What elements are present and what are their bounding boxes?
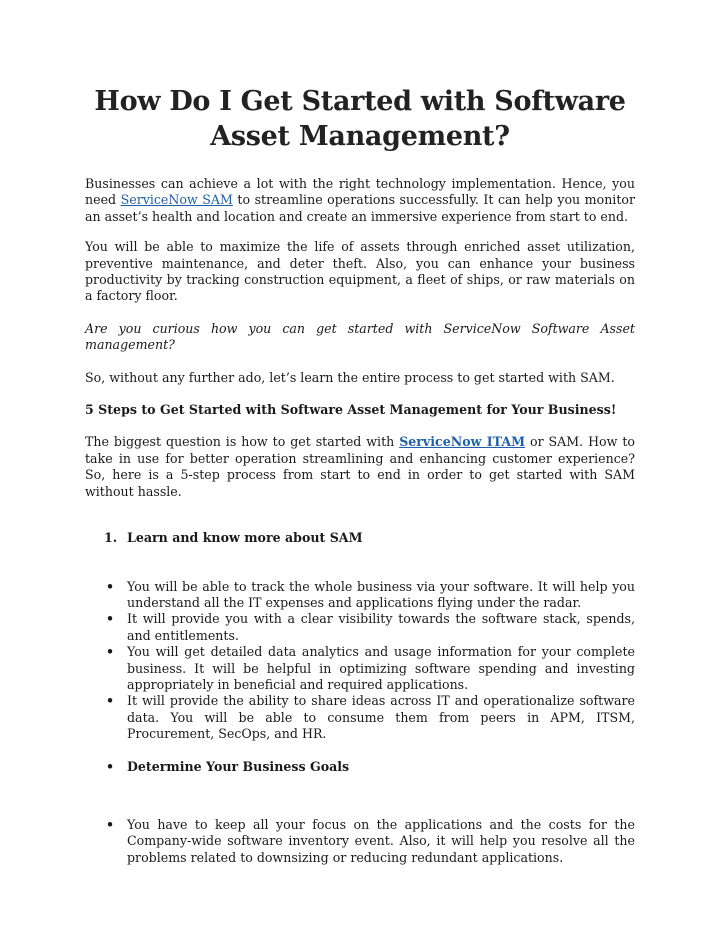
document-page (85, 84, 635, 866)
list-item (85, 579, 635, 612)
bullet-icon: • (106, 644, 115, 660)
steps-intro-paragraph (85, 434, 635, 500)
step-label: Determine Your Business Goals (127, 758, 350, 774)
step2-heading-list (85, 759, 635, 775)
intro-text-end: to streamline operations successfully. It can help you monitor an asset’s health and location and create an immersive experience from start to end. (85, 192, 635, 224)
numbered-list (85, 530, 635, 546)
bullet-text: You will get detailed data analytics and usage information for your complete business. It will be helpful in optimizing software spending and investing appropriately in beneficial and required applications. (127, 644, 635, 692)
bullet-text: It will provide you with a clear visibility towards the software stack, spends, and entitlements. (127, 611, 635, 643)
intro-paragraph (85, 176, 635, 225)
bullet-icon: • (106, 693, 115, 709)
steps-intro-text-end: or SAM. How to take in use for better operation streamlining and enhancing customer experience? So, here is a 5-step process from start to end in order to get started with SAM without hassle. (85, 434, 635, 499)
servicenow-sam-link[interactable]: ServiceNow SAM (120, 192, 233, 208)
list-item (85, 644, 635, 693)
step2-bullet-list (85, 817, 635, 866)
step-label: Learn and know more about SAM (127, 530, 363, 546)
list-number: 1. (104, 530, 118, 546)
steps-intro-text-start: The biggest question is how to get started with (85, 434, 400, 450)
list-item (85, 817, 635, 866)
bullet-icon: • (106, 816, 115, 832)
assets-paragraph: You will be able to maximize the life of assets through enriched asset utilization, preventive maintenance, and deter theft. Also, you can enhance your business productivity by tracking construction equipment, a fleet of ships, or raw materials on a factory floor. (85, 239, 635, 304)
bullet-icon: • (106, 578, 115, 594)
question-paragraph: Are you curious how you can get started with ServiceNow Software Asset management? (85, 320, 635, 353)
bullet-text: It will provide the ability to share ideas across IT and operationalize software data. You will be able to consume them from peers in APM, ITSM, Procurement, SecOps, and HR. (127, 693, 635, 742)
list-item (85, 693, 635, 742)
section-heading: 5 Steps to Get Started with Software Asset Management for Your Business! (85, 402, 617, 418)
servicenow-itam-link[interactable]: ServiceNow ITAM (399, 434, 526, 450)
page-title: How Do I Get Started with Software Asset Management? (94, 86, 626, 152)
step1-bullet-list (85, 579, 635, 743)
process-paragraph: So, without any further ado, let’s learn the entire process to get started with SAM. (85, 369, 615, 385)
list-item (85, 611, 635, 644)
intro-text-start: Businesses can achieve a lot with the right technology implementation. Hence, you need (85, 176, 635, 208)
bullet-text: You will be able to track the whole business via your software. It will help you understand all the IT expenses and applications flying under the radar. (127, 578, 635, 610)
list-item-step-2 (85, 759, 635, 775)
bullet-icon: • (106, 611, 115, 627)
bullet-icon: • (106, 758, 115, 774)
bullet-text: You have to keep all your focus on the applications and the costs for the Company-wide software inventory event. Also, it will help you resolve all the problems related to downsizing or reducing redundant applications. (127, 816, 635, 865)
list-item-step-1 (85, 530, 635, 546)
